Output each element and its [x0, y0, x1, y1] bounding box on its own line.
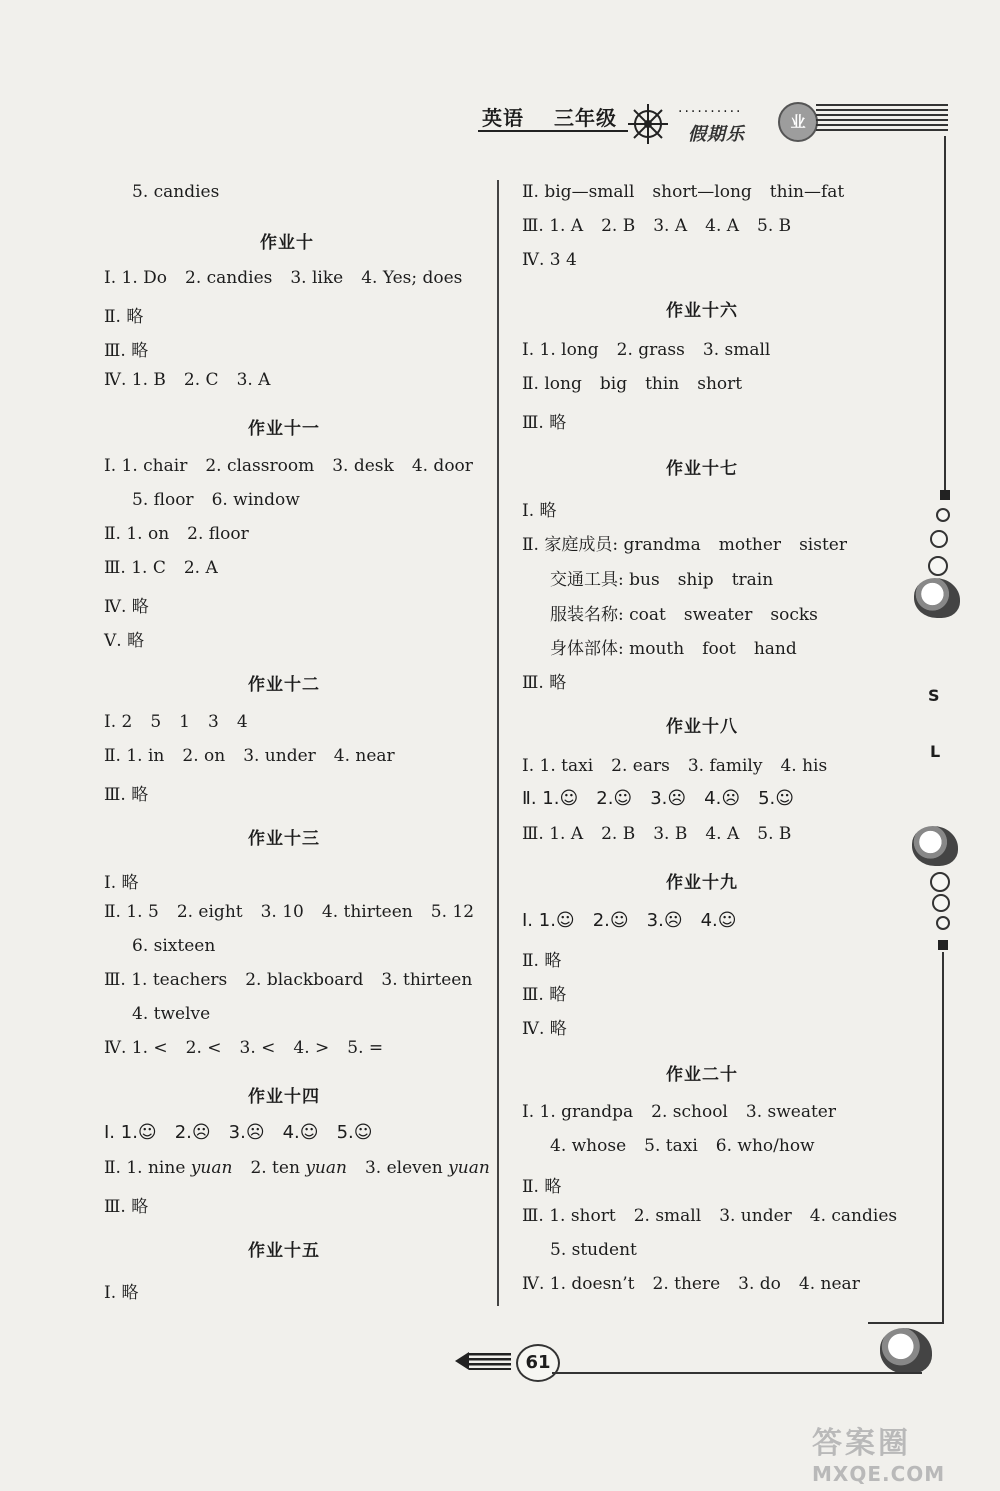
section-heading: 作业十八 — [666, 717, 738, 737]
deco-circle — [936, 508, 950, 522]
deco-square — [940, 490, 950, 500]
answer-line: Ⅳ. 1. < 2. < 3. < 4. > 5. = — [104, 1038, 384, 1058]
answer-line: Ⅰ. 略 — [104, 873, 139, 893]
answer-line: Ⅳ. 略 — [522, 1019, 567, 1039]
grade-label: 三年级 — [554, 106, 617, 130]
bottom-right-border — [868, 1322, 944, 1324]
answer-line: Ⅱ. 1.☺ 2.☺ 3.☹ 4.☹ 5.☺ — [522, 788, 795, 809]
answer-line: Ⅲ. 略 — [522, 673, 567, 693]
answer-line: Ⅱ. 1. nine yuan 2. ten yuan 3. eleven yuan — [104, 1158, 490, 1178]
answer-line: Ⅱ. 家庭成员: grandma mother sister — [522, 535, 847, 555]
book-title: 假期乐 — [688, 124, 745, 145]
section-heading: 作业十五 — [248, 1241, 320, 1261]
answer-line: Ⅰ. 1. Do 2. candies 3. like 4. Yes; does — [104, 268, 463, 288]
answer-line: Ⅰ. 1.☺ 2.☹ 3.☹ 4.☺ 5.☺ — [104, 1122, 373, 1143]
deco-circle — [932, 894, 950, 912]
arrow-left-icon — [455, 1350, 511, 1372]
answer-line: Ⅲ. 1. C 2. A — [104, 558, 218, 578]
deco-circle — [928, 556, 948, 576]
answer-line: 身体部体: mouth foot hand — [550, 639, 797, 659]
answer-line: Ⅱ. 1. in 2. on 3. under 4. near — [104, 746, 395, 766]
answer-line: Ⅲ. 1. short 2. small 3. under 4. candies — [522, 1206, 898, 1226]
section-heading: 作业十三 — [248, 829, 320, 849]
answer-line: Ⅰ. 1. long 2. grass 3. small — [522, 340, 771, 360]
answer-line: Ⅱ. big—small short—long thin—fat — [522, 182, 845, 202]
ship-wheel-icon — [626, 102, 670, 146]
side-letter: S — [928, 686, 940, 705]
answer-line: Ⅲ. 略 — [104, 1197, 149, 1217]
answer-line: Ⅰ. 略 — [104, 1283, 139, 1303]
answer-line: Ⅰ. 略 — [522, 501, 557, 521]
section-heading: 作业十四 — [248, 1087, 320, 1107]
answer-line: Ⅱ. long big thin short — [522, 374, 743, 394]
answer-line: Ⅱ. 略 — [522, 1177, 562, 1197]
section-heading: 作业十九 — [666, 873, 738, 893]
answer-line: Ⅳ. 1. doesn’t 2. there 3. do 4. near — [522, 1274, 860, 1294]
answer-line: Ⅰ. 1. grandpa 2. school 3. sweater — [522, 1102, 836, 1122]
answer-line: Ⅲ. 略 — [522, 413, 567, 433]
answer-line: 5. student — [550, 1240, 637, 1260]
answer-line: 5. floor 6. window — [132, 490, 300, 510]
deco-circle — [936, 916, 950, 930]
section-heading: 作业十七 — [666, 459, 738, 479]
right-border-bottom — [942, 952, 944, 1324]
subject-label: 英语 — [482, 106, 524, 130]
answer-line: Ⅰ. 1. taxi 2. ears 3. family 4. his — [522, 756, 828, 776]
section-heading: 作业十六 — [666, 301, 738, 321]
right-border-top — [944, 136, 946, 492]
answer-line: 服装名称: coat sweater socks — [550, 605, 818, 625]
deco-circle — [930, 530, 948, 548]
answer-line: Ⅲ. 略 — [104, 785, 149, 805]
answer-line: Ⅴ. 略 — [104, 631, 145, 651]
answer-line: Ⅱ. 略 — [522, 951, 562, 971]
header-underline — [478, 130, 628, 132]
header-badge: 业 — [778, 102, 818, 142]
side-letter: L — [930, 742, 941, 761]
answer-line: Ⅲ. 1. teachers 2. blackboard 3. thirteen — [104, 970, 473, 990]
section-heading: 作业十二 — [248, 675, 320, 695]
answer-line: 4. whose 5. taxi 6. who/how — [550, 1136, 815, 1156]
deco-square — [938, 940, 948, 950]
header-stripes — [816, 104, 948, 134]
cartoon-figure-icon — [914, 578, 960, 618]
answer-line: Ⅲ. 略 — [522, 985, 567, 1005]
watermark-title: 答案圈 — [812, 1426, 911, 1461]
section-heading: 作业十一 — [248, 419, 320, 439]
page-number: 61 — [516, 1344, 560, 1382]
answer-line: 6. sixteen — [132, 936, 216, 956]
answer-line: Ⅲ. 略 — [104, 341, 149, 361]
answer-line: Ⅲ. 1. A 2. B 3. B 4. A 5. B — [522, 824, 792, 844]
watermark-url: MXQE.COM — [812, 1462, 946, 1486]
answer-line: Ⅰ. 1.☺ 2.☺ 3.☹ 4.☺ — [522, 910, 737, 931]
watermark-logo — [812, 1418, 990, 1484]
answer-line: Ⅱ. 略 — [104, 307, 144, 327]
answer-line: Ⅳ. 略 — [104, 597, 149, 617]
answer-line: Ⅳ. 3 4 — [522, 250, 577, 270]
answer-line: Ⅱ. 1. on 2. floor — [104, 524, 249, 544]
cartoon-figure-icon — [880, 1328, 932, 1374]
answer-line: Ⅳ. 1. B 2. C 3. A — [104, 370, 271, 390]
answer-line: Ⅰ. 1. chair 2. classroom 3. desk 4. door — [104, 456, 473, 476]
footer-line — [552, 1372, 922, 1374]
answer-line: 5. candies — [132, 182, 220, 202]
answer-line: Ⅰ. 2 5 1 3 4 — [104, 712, 248, 732]
answer-line: 4. twelve — [132, 1004, 211, 1024]
answer-line: 交通工具: bus ship train — [550, 570, 774, 590]
page-header — [478, 100, 948, 160]
header-dots: ·········· — [678, 104, 743, 120]
cartoon-figure-icon — [912, 826, 958, 866]
section-heading: 作业二十 — [666, 1065, 738, 1085]
answer-line: Ⅱ. 1. 5 2. eight 3. 10 4. thirteen 5. 12 — [104, 902, 475, 922]
deco-circle — [930, 872, 950, 892]
column-divider — [497, 180, 499, 1306]
section-heading: 作业十 — [260, 233, 314, 253]
answer-line: Ⅲ. 1. A 2. B 3. A 4. A 5. B — [522, 216, 792, 236]
